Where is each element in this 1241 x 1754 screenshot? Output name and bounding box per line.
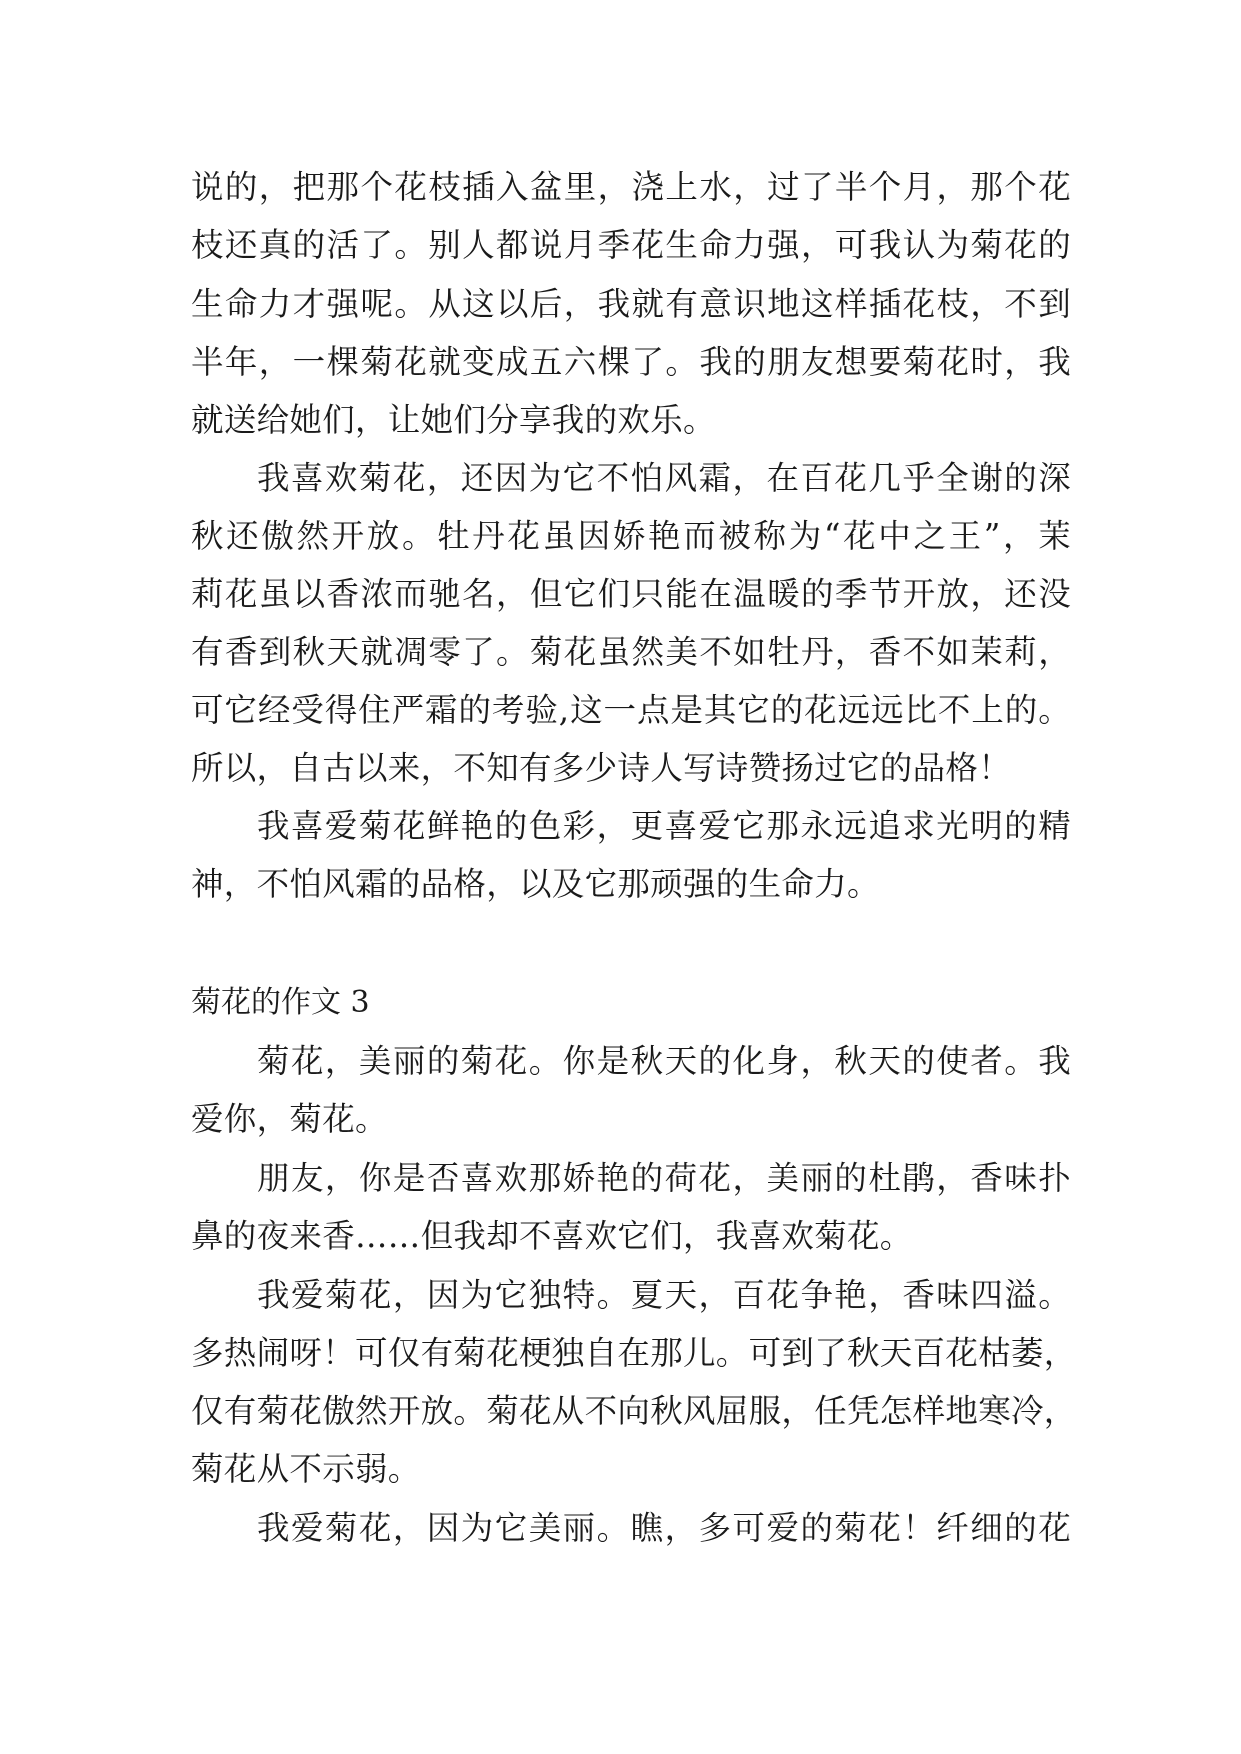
text-line: 就送给她们，让她们分享我的欢乐。: [191, 401, 716, 439]
text-line: 有香到秋天就凋零了。菊花虽然美不如牡丹，香不如茉莉，: [191, 633, 1071, 671]
text-line: 可它经受得住严霜的考验,这一点是其它的花远远比不上的。: [191, 691, 1071, 729]
text-line: 仅有菊花傲然开放。菊花从不向秋风屈服，任凭怎样地寒冷，: [191, 1392, 1077, 1430]
text-line: 生命力才强呢。从这以后，我就有意识地这样插花枝，不到: [191, 285, 1071, 323]
text-line: 我爱菊花，因为它美丽。瞧，多可爱的菊花！纤细的花: [257, 1509, 1071, 1547]
text-line: 菊花从不示弱。: [191, 1450, 421, 1488]
text-line: 菊花，美丽的菊花。你是秋天的化身，秋天的使者。我: [257, 1042, 1071, 1080]
section-heading: 菊花的作文 3: [191, 985, 370, 1020]
text-line: 说的，把那个花枝插入盆里，浇上水，过了半个月，那个花: [191, 168, 1071, 206]
text-line: 枝还真的活了。别人都说月季花生命力强，可我认为菊花的: [191, 226, 1071, 264]
text-line: 莉花虽以香浓而驰名，但它们只能在温暖的季节开放，还没: [191, 575, 1071, 613]
text-line: 秋还傲然开放。牡丹花虽因娇艳而被称为“花中之王”，茉: [191, 517, 1071, 555]
text-line: 所以，自古以来，不知有多少诗人写诗赞扬过它的品格！: [191, 749, 1012, 787]
text-line: 多热闹呀！可仅有菊花梗独自在那儿。可到了秋天百花枯萎，: [191, 1334, 1077, 1372]
text-line: 爱你，菊花。: [191, 1100, 388, 1138]
text-line: 鼻的夜来香……但我却不喜欢它们，我喜欢菊花。: [191, 1217, 913, 1255]
text-line: 神，不怕风霜的品格，以及它那顽强的生命力。: [191, 865, 880, 903]
text-line: 我喜欢菊花，还因为它不怕风霜，在百花几乎全谢的深: [257, 459, 1071, 497]
text-line: 我爱菊花，因为它独特。夏天，百花争艳，香味四溢。: [257, 1276, 1071, 1314]
text-line: 半年，一棵菊花就变成五六棵了。我的朋友想要菊花时，我: [191, 343, 1071, 381]
text-line: 朋友，你是否喜欢那娇艳的荷花，美丽的杜鹃，香味扑: [257, 1159, 1071, 1197]
text-line: 我喜爱菊花鲜艳的色彩，更喜爱它那永远追求光明的精: [257, 807, 1071, 845]
